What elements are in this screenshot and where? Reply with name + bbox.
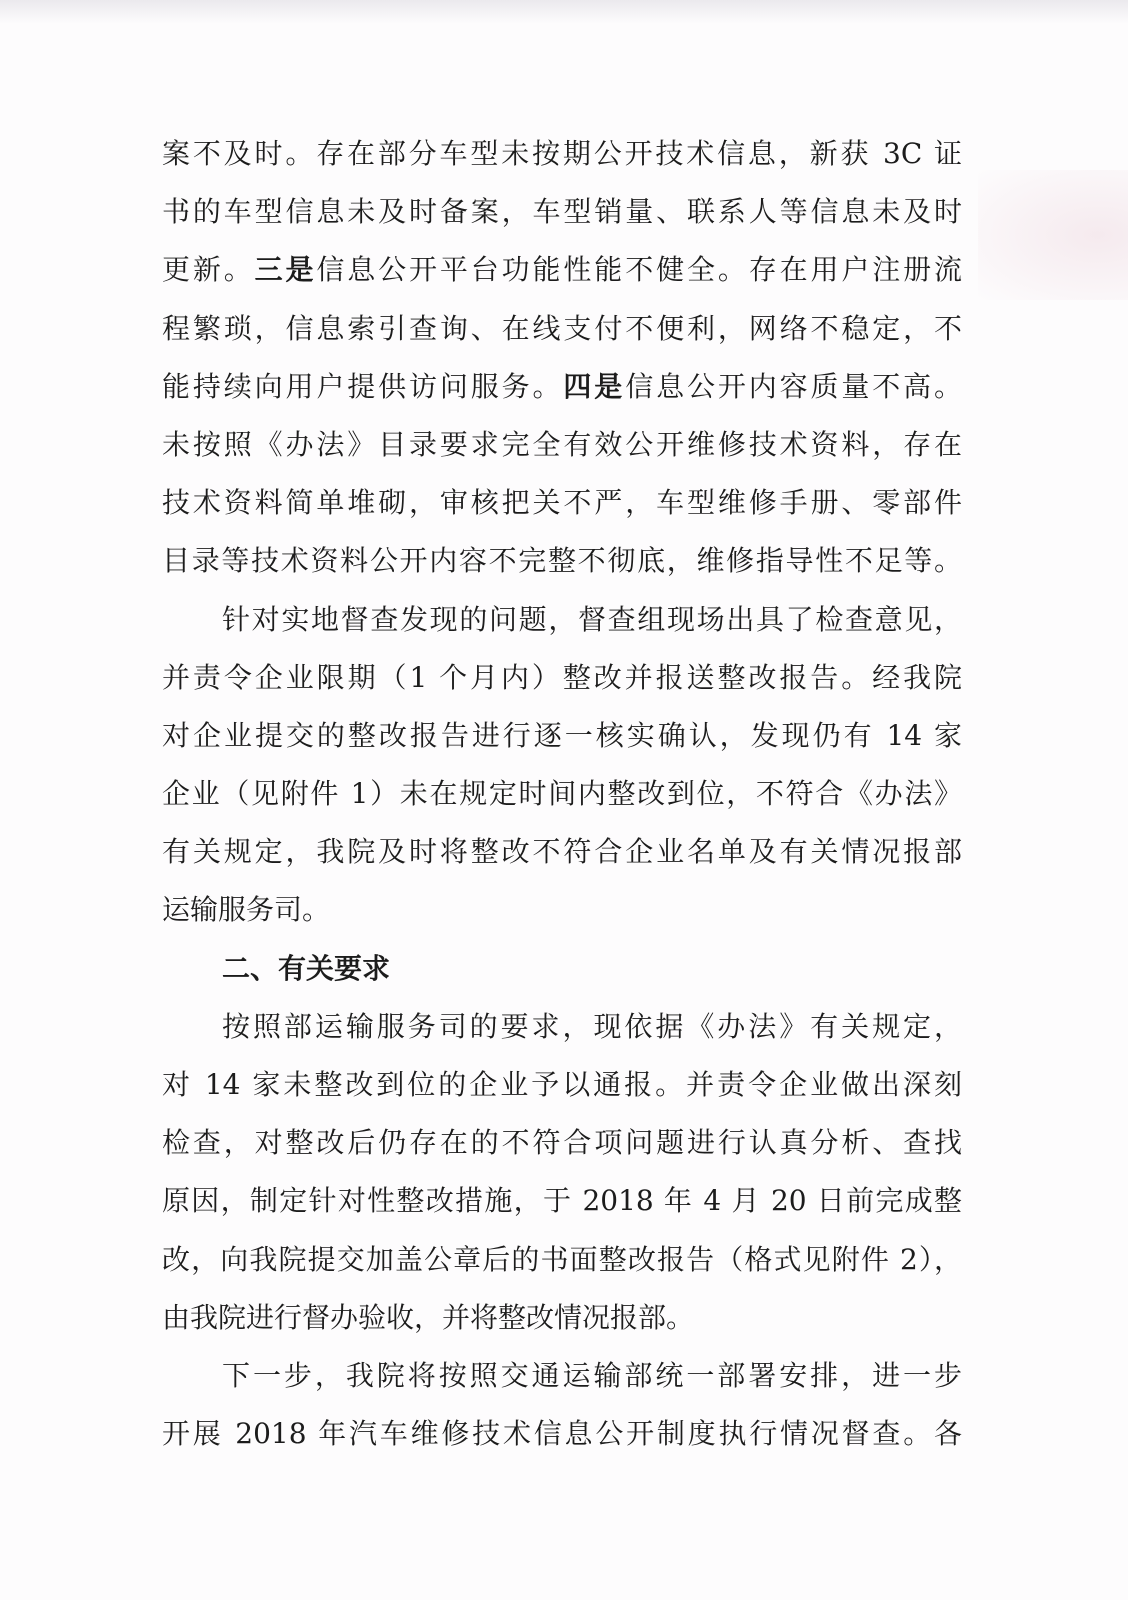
text-line: 有关规定，我院及时将整改不符合企业名单及有关情况报部 [162, 835, 962, 869]
scan-bleed-through [978, 170, 1128, 300]
document-body [162, 125, 962, 1463]
text-line: 运输服务司。 [162, 893, 331, 927]
emphasis: 四是 [563, 369, 626, 403]
text-line: 由我院进行督办验收，并将整改情况报部。 [162, 1300, 695, 1334]
text-line: 开展 2018 年汽车维修技术信息公开制度执行情况督查。各 [162, 1417, 962, 1451]
text-line: 对企业提交的整改报告进行逐一核实确认，发现仍有 14 家 [162, 718, 962, 752]
text-line: 能持续向用户提供访问服务。四是信息公开内容质量不高。 [162, 369, 962, 403]
text-line: 未按照《办法》目录要求完全有效公开维修技术资料，存在 [162, 427, 962, 461]
text-line: 案不及时。存在部分车型未按期公开技术信息，新获 3C 证 [162, 137, 962, 170]
section-heading: 二、有关要求 [222, 951, 391, 985]
text-line: 对 14 家未整改到位的企业予以通报。并责令企业做出深刻 [162, 1068, 962, 1101]
text-line: 企业（见附件 1）未在规定时间内整改到位，不符合《办法》 [162, 777, 962, 811]
text-line: 检查，对整改后仍存在的不符合项问题进行认真分析、查找 [162, 1126, 962, 1160]
text-line: 程繁琐，信息索引查询、在线支付不便利，网络不稳定，不 [162, 311, 962, 345]
paragraph-start-line: 按照部运输服务司的要求，现依据《办法》有关规定， [222, 1009, 962, 1043]
text-line: 目录等技术资料公开内容不完整不彻底，维修指导性不足等。 [162, 544, 962, 578]
text-line: 更新。三是信息公开平台功能性能不健全。存在用户注册流 [162, 253, 962, 287]
text-line: 原因，制定针对性整改措施，于 2018 年 4 月 20 日前完成整 [162, 1184, 962, 1218]
paragraph-start-line: 针对实地督查发现的问题，督查组现场出具了检查意见， [222, 602, 962, 636]
text-line: 书的车型信息未及时备案，车型销量、联系人等信息未及时 [162, 195, 962, 229]
text-line: 并责令企业限期（1 个月内）整改并报送整改报告。经我院 [162, 660, 962, 694]
emphasis: 三是 [254, 253, 317, 287]
text-line: 改，向我院提交加盖公章后的书面整改报告（格式见附件 2）， [162, 1242, 962, 1276]
paragraph-start-line: 下一步，我院将按照交通运输部统一部署安排，进一步 [222, 1358, 962, 1392]
scan-edge [0, 0, 1128, 24]
text-line: 技术资料简单堆砌，审核把关不严，车型维修手册、零部件 [162, 486, 962, 520]
